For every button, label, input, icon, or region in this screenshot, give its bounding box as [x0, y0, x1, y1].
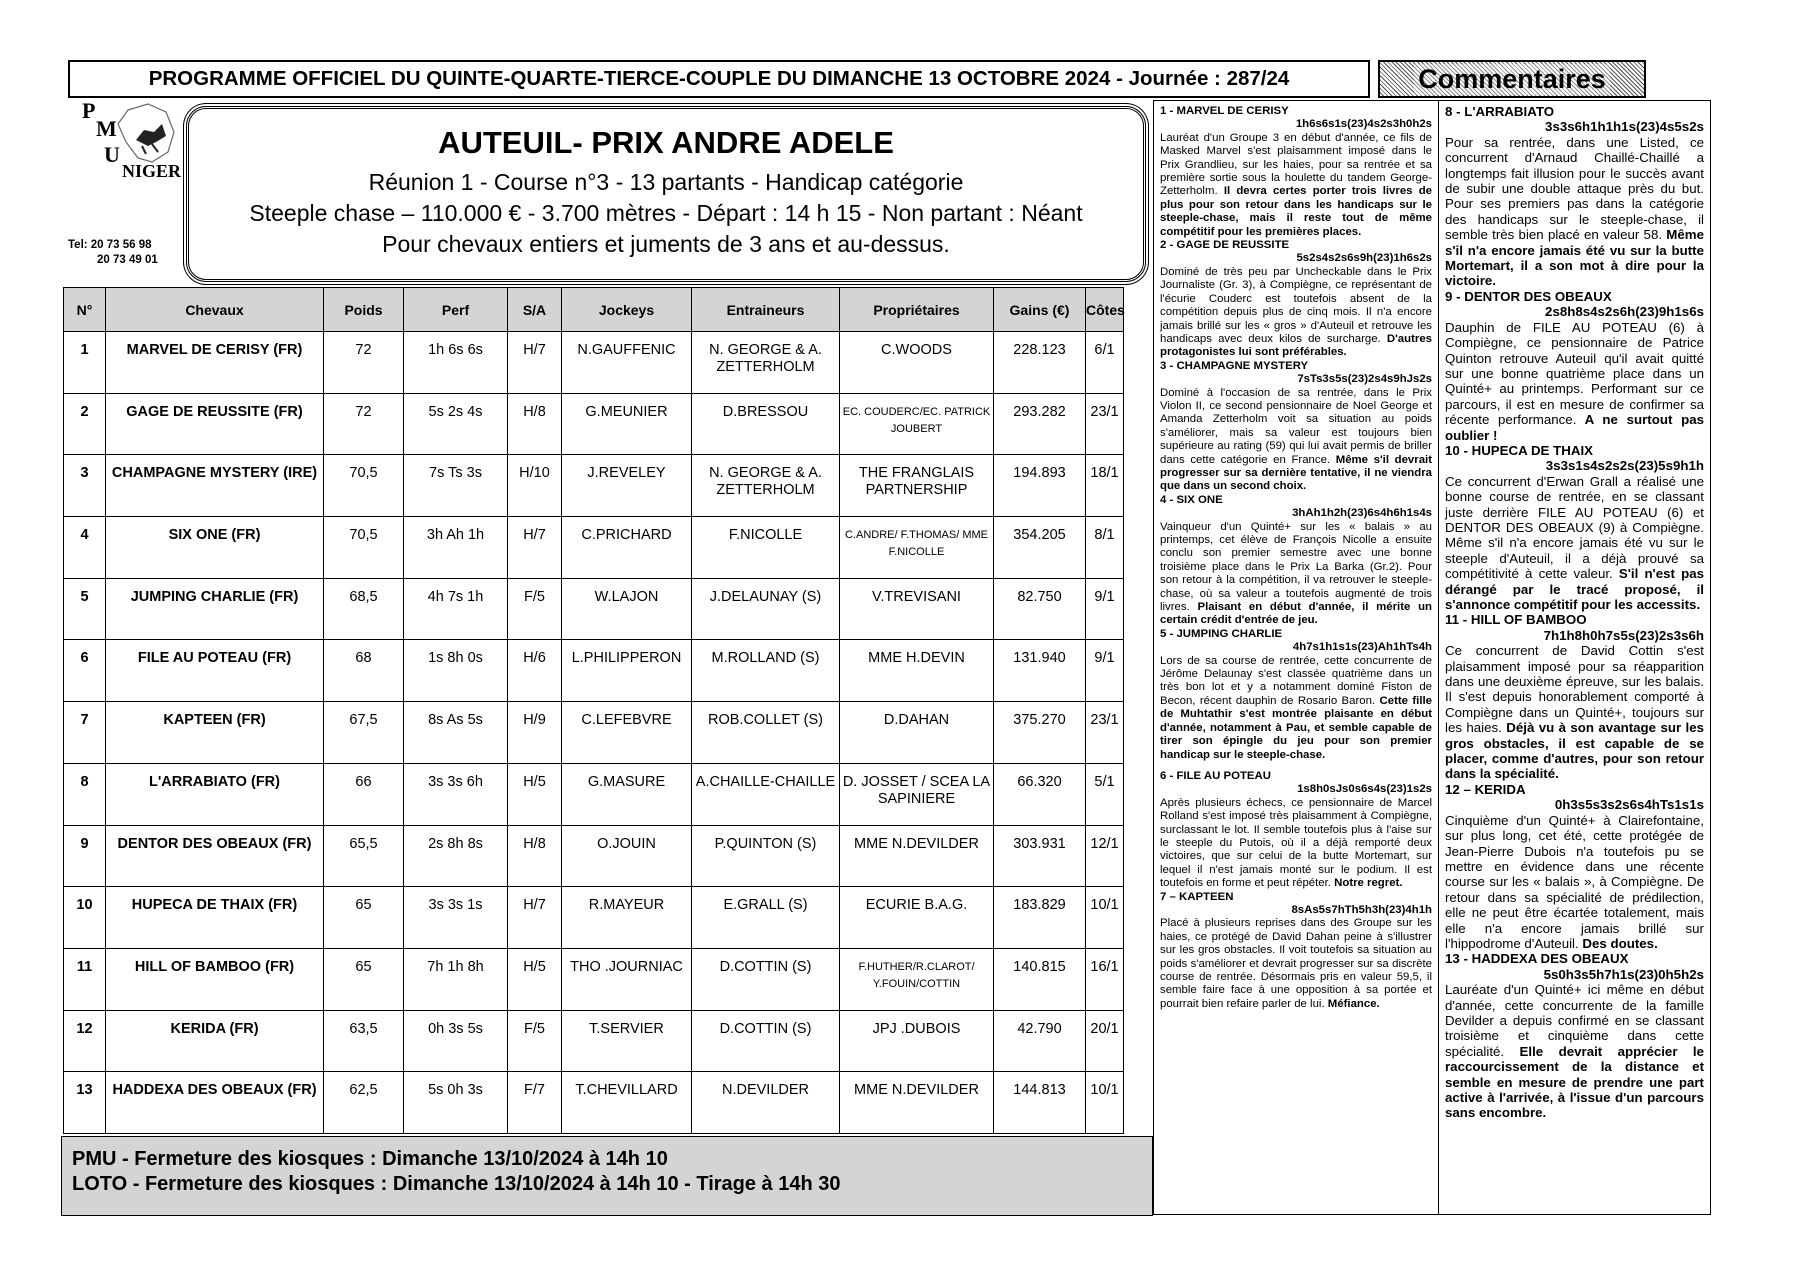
table-body	[64, 332, 1124, 1134]
table-cell: 10/1	[1086, 887, 1124, 949]
table-cell: 66.320	[994, 763, 1086, 825]
table-cell: J.DELAUNAY (S)	[692, 578, 840, 640]
table-cell: 8s As 5s	[404, 702, 508, 764]
comment-perf: 3s3s6h1h1h1s(23)4s5s2s	[1545, 119, 1704, 135]
comment-text	[1160, 655, 1432, 762]
comment-body: Dauphin de FILE AU POTEAU (6) à Compiègne, ce pensionnaire de Patrice Quinton retrouve Auteuil qu'il avait quitté sur une bonne quatrième place dans un Quinté+ au printemps. Performant sur ce parcours, il est en mesure de confirmer sa récente performance.	[1445, 319, 1704, 428]
comment-entry	[1160, 360, 1432, 494]
comment-perf: 4h7s1h1s1s(23)Ah1hTs4h	[1292, 641, 1432, 654]
table-cell: C.LEFEBVRE	[562, 702, 692, 764]
table-row	[64, 332, 1124, 394]
comment-verdict: Même s'il n'a encore jamais été vu sur la butte Mortemart, il a son mot à dire pour la victoire.	[1445, 227, 1704, 289]
comment-body: Lors de sa course de rentrée, cette concurrente de Jérôme Delaunay s'est classée quatrième dans un très bon lot et y a notamment dominé Fiston de Becon, récent dauphin de Rosario Baron.	[1160, 654, 1432, 707]
table-cell: EC. COUDERC/EC. PATRICK JOUBERT	[840, 393, 994, 455]
table-cell: MARVEL DE CERISY (FR)	[106, 332, 324, 394]
table-cell: 1	[64, 332, 106, 394]
column-header: Côtes	[1086, 288, 1124, 332]
table-cell: MME N.DEVILDER	[840, 825, 994, 887]
comment-perf: 2s8h8s4s2s6h(23)9h1s6s	[1545, 304, 1704, 320]
table-cell: 4h 7s 1h	[404, 578, 508, 640]
table-cell: 1s 8h 0s	[404, 640, 508, 702]
comment-title: 7 – KAPTEEN	[1160, 890, 1234, 903]
table-cell: P.QUINTON (S)	[692, 825, 840, 887]
table-row	[64, 948, 1124, 1010]
comment-title: 10 - HUPECA DE THAIX	[1445, 442, 1594, 458]
table-cell: KAPTEEN (FR)	[106, 702, 324, 764]
comments-header	[1378, 60, 1646, 98]
table-cell: D.COTTIN (S)	[692, 1010, 840, 1072]
table-cell: E.GRALL (S)	[692, 887, 840, 949]
table-cell: D. JOSSET / SCEA LA SAPINIERE	[840, 763, 994, 825]
comment-verdict: Notre regret.	[1330, 877, 1403, 890]
comment-perf: 8sAs5s7hTh5h3h(23)4h1h	[1291, 903, 1432, 916]
comment-body: Pour sa rentrée, dans une Listed, ce concurrent d'Arnaud Chaillé-Chaillé a longtemps fait illusion pour le succès avant de subir une double attaque près du but. Pour ses premiers pas dans la catégorie des handicaps sur le steeple-chase, il semble très bien placé en valeur 58.	[1445, 134, 1704, 243]
comment-title: 5 - JUMPING CHARLIE	[1160, 627, 1283, 640]
table-row	[64, 702, 1124, 764]
table-cell: H/10	[508, 455, 562, 517]
logo-niger: NIGER	[122, 161, 182, 181]
comment-title: 12 – KERIDA	[1445, 781, 1526, 797]
table-cell: 65	[324, 948, 404, 1010]
table-cell: 2	[64, 393, 106, 455]
table-cell: ECURIE B.A.G.	[840, 887, 994, 949]
table-cell: 6/1	[1086, 332, 1124, 394]
comment-text	[1445, 813, 1704, 952]
table-cell: 7h 1h 8h	[404, 948, 508, 1010]
table-cell: JPJ .DUBOIS	[840, 1010, 994, 1072]
logo-letter-p: P	[82, 98, 96, 123]
table-cell: W.LAJON	[562, 578, 692, 640]
table-cell: 12	[64, 1010, 106, 1072]
comment-body: Ce concurrent de David Cottin s'est plaisamment imposé pour sa réapparition dans une deuxième épreuve, sur les balais. Il s'est depuis honorablement comporté à Compiègne dans un Quinté+, toujours sur les haies.	[1445, 643, 1704, 736]
table-row	[64, 393, 1124, 455]
column-header: Propriétaires	[840, 288, 994, 332]
table-cell: 68	[324, 640, 404, 702]
comment-text	[1160, 132, 1432, 239]
table-cell: 23/1	[1086, 702, 1124, 764]
race-line-2: Steeple chase – 110.000 € - 3.700 mètres - Départ : 14 h 15 - Non partant : Néant	[249, 200, 1083, 226]
comment-perf: 3s3s1s4s2s2s(23)5s9h1h	[1545, 458, 1704, 474]
table-cell: 4	[64, 517, 106, 579]
table-cell: JUMPING CHARLIE (FR)	[106, 578, 324, 640]
table-cell: H/7	[508, 517, 562, 579]
table-cell: V.TREVISANI	[840, 578, 994, 640]
table-cell: KERIDA (FR)	[106, 1010, 324, 1072]
table-cell: 18/1	[1086, 455, 1124, 517]
table-cell: 20/1	[1086, 1010, 1124, 1072]
table-row	[64, 825, 1124, 887]
comment-body: Dominé de très peu par Uncheckable dans le Prix Journaliste (Gr. 3), à Compiègne, ce représentant de l'écurie Couderc est toutefois absent de la compétition depuis plus de cinq mois. Il n'a encore jamais brillé sur les « gros » d'Auteuil et retrouve les handicaps avec deux kilos de surcharge.	[1160, 265, 1432, 345]
column-header: S/A	[508, 288, 562, 332]
comment-text	[1160, 266, 1432, 360]
table-cell: M.ROLLAND (S)	[692, 640, 840, 702]
pmu-niger-logo	[68, 98, 182, 266]
comment-text	[1445, 474, 1704, 613]
table-cell: N.DEVILDER	[692, 1072, 840, 1134]
table-row	[64, 1010, 1124, 1072]
comment-entry	[1160, 770, 1432, 891]
table-cell: 70,5	[324, 455, 404, 517]
race-info-box	[186, 106, 1146, 282]
comment-title: 3 - CHAMPAGNE MYSTERY	[1160, 359, 1309, 372]
table-cell: 13	[64, 1072, 106, 1134]
comment-perf: 1h6s6s1s(23)4s2s3h0h2s	[1295, 118, 1432, 131]
table-cell: G.MASURE	[562, 763, 692, 825]
table-cell: 9/1	[1086, 640, 1124, 702]
comment-entry	[1160, 239, 1432, 360]
table-cell: 9/1	[1086, 578, 1124, 640]
table-cell: 10/1	[1086, 1072, 1124, 1134]
table-cell: 144.813	[994, 1072, 1086, 1134]
comment-verdict: S'il n'est pas dérangé par le tracé proposé, il s'annonce compétitif pour les accessits.	[1445, 566, 1704, 612]
comment-entry	[1445, 782, 1704, 951]
table-row	[64, 640, 1124, 702]
table-row	[64, 1072, 1124, 1134]
comment-text	[1160, 387, 1432, 494]
table-cell: 194.893	[994, 455, 1086, 517]
table-cell: R.MAYEUR	[562, 887, 692, 949]
tel-line-2: 20 73 49 01	[97, 254, 158, 266]
table-cell: 3	[64, 455, 106, 517]
table-cell: L.PHILIPPERON	[562, 640, 692, 702]
table-cell: O.JOUIN	[562, 825, 692, 887]
comment-entry	[1445, 289, 1704, 443]
comment-verdict: Elle devrait apprécier le raccourcissement de la distance et semble en mesure de prendre une part active à l'arrivée, à l'issue d'un parcours sans encombre.	[1445, 1043, 1704, 1121]
table-cell: FILE AU POTEAU (FR)	[106, 640, 324, 702]
table-row	[64, 763, 1124, 825]
table-cell: 11	[64, 948, 106, 1010]
table-cell: T.CHEVILLARD	[562, 1072, 692, 1134]
table-cell: 63,5	[324, 1010, 404, 1072]
table-cell: 303.931	[994, 825, 1086, 887]
comment-title: 8 - L'ARRABIATO	[1445, 104, 1555, 119]
table-cell: THE FRANGLAIS PARTNERSHIP	[840, 455, 994, 517]
comment-text	[1445, 135, 1704, 289]
page-title-text: PROGRAMME OFFICIEL DU QUINTE-QUARTE-TIERCE-COUPLE DU DIMANCHE 13 OCTOBRE 2024 - Journée : 287/24	[148, 67, 1290, 90]
table-cell: 5	[64, 578, 106, 640]
comment-body: Vainqueur d'un Quinté+ sur les « balais » au printemps, cet élève de François Nicolle a ensuite conclu son premier semestre avec une bonne troisième place dans le Prix La Barka (Gr.2). Pour son retour à la compétition, il va retrouver le steeple-chase, où sa valeur a toutefois augmenté de trois livres.	[1160, 520, 1432, 614]
comment-verdict: Déjà vu à son avantage sur les gros obstacles, il est capable de se placer, comme d'autres, pour son retour dans la spécialité.	[1445, 720, 1704, 782]
comment-entry	[1160, 494, 1432, 628]
table-cell: H/7	[508, 332, 562, 394]
table-cell: DENTOR DES OBEAUX (FR)	[106, 825, 324, 887]
table-cell: L'ARRABIATO (FR)	[106, 763, 324, 825]
table-cell: F/5	[508, 1010, 562, 1072]
comment-entry	[1445, 104, 1704, 289]
comment-body: Placé à plusieurs reprises dans des Groupe sur les haies, ce protégé de David Dahan peine à s'illustrer sur les gros obstacles. Il voit toutefois sa situation au poids s'améliorer et devrait progresser sur sa discrète course de rentrée. Désormais pris en valeur 59,5, il semble faire face à une opposition à sa portée et pourrait bien refaire parler de lui.	[1160, 917, 1432, 1010]
column-header: Poids	[324, 288, 404, 332]
table-cell: D.BRESSOU	[692, 393, 840, 455]
comment-perf: 5s0h3s5h7h1s(23)0h5h2s	[1543, 966, 1704, 982]
comment-perf: 1s8h0sJs0s6s4s(23)1s2s	[1297, 783, 1432, 796]
column-header: Entraineurs	[692, 288, 840, 332]
table-cell: 82.750	[994, 578, 1086, 640]
table-cell: H/7	[508, 887, 562, 949]
table-cell: F/7	[508, 1072, 562, 1134]
comments-header-text: Commentaires	[1414, 64, 1610, 95]
race-line-1: Réunion 1 - Course n°3 - 13 partants - Handicap catégorie	[368, 169, 964, 195]
table-cell: 5s 0h 3s	[404, 1072, 508, 1134]
comment-body: Cinquième d'un Quinté+ à Clairefontaine, sur plus long, cet été, cette protégée de Jean-Pierre Dubois n'a toutefois pu se mettre en évidence dans une récente course sur les « balais », à Compiègne. De retour dans sa spécialité de prédilection, elle ne peut être écartée totalement, mais elle n'a encore jamais brillé sur l'hippodrome d'Auteuil.	[1445, 812, 1704, 951]
comment-title: 9 - DENTOR DES OBEAUX	[1445, 288, 1612, 304]
table-cell: 70,5	[324, 517, 404, 579]
comment-title: 1 - MARVEL DE CERISY	[1160, 105, 1289, 117]
tel-line-1: Tel: 20 73 56 98	[68, 239, 152, 251]
table-cell: 16/1	[1086, 948, 1124, 1010]
table-cell: H/8	[508, 393, 562, 455]
table-cell: H/5	[508, 948, 562, 1010]
comment-verdict: Cette fille de Muhtathir s'est montrée plaisante en début d'année, notamment à Pau, et semble capable de tirer son épingle du jeu pour son premier handicap sur le steeple-chase.	[1160, 694, 1432, 761]
comment-verdict: D'autres protagonistes lui sont préférables.	[1160, 332, 1432, 359]
table-cell: 7s Ts 3s	[404, 455, 508, 517]
table-cell: 6	[64, 640, 106, 702]
comment-title: 4 - SIX ONE	[1160, 493, 1223, 506]
table-cell: A.CHAILLE-CHAILLE	[692, 763, 840, 825]
comment-perf: 5s2s4s2s6s9h(23)1h6s2s	[1296, 252, 1432, 265]
table-cell: F.HUTHER/R.CLAROT/ Y.FOUIN/COTTIN	[840, 948, 994, 1010]
table-cell: 3s 3s 1s	[404, 887, 508, 949]
comment-perf: 7h1h8h0h7s5s(23)2s3s6h	[1543, 627, 1704, 643]
table-cell: MME H.DEVIN	[840, 640, 994, 702]
comment-body: Après plusieurs échecs, ce pensionnaire de Marcel Rolland s'est imposé très plaisamment à Compiègne, surclassant le lot. Il semble toutefois plus à l'aise sur le steeple du Putois, où il a déjà remporté deux victoires, que sur celui de la butte Mortemart, sur lequel il n'est jamais monté sur le podium. Il est toutefois en forme et peut répéter.	[1160, 796, 1432, 890]
table-cell: 72	[324, 332, 404, 394]
comment-body: Lauréate d'un Quinté+ ici même en début d'année, cette concurrente de la famille Devilder a depuis confirmé en se classant troisième et cinquième dans cette spécialité.	[1445, 982, 1704, 1059]
table-cell: 8/1	[1086, 517, 1124, 579]
table-cell: D.COTTIN (S)	[692, 948, 840, 1010]
table-cell: F.NICOLLE	[692, 517, 840, 579]
table-cell: 140.815	[994, 948, 1086, 1010]
table-cell: H/5	[508, 763, 562, 825]
comment-text	[1445, 320, 1704, 443]
comment-text	[1160, 917, 1432, 1011]
telephone	[68, 238, 158, 268]
comment-body: Ce concurrent d'Erwan Grall a réalisé une bonne course de rentrée, en se classant juste derrière FILE AU POTEAU (6) et DENTOR DES OBEAUX (9) à Compiègne. Même s'il n'a encore jamais été vu sur le steeple d'Auteuil, il a déjà prouvé sa compétitivité à cette valeur.	[1445, 473, 1704, 582]
footer-pmu: PMU - Fermeture des kiosques : Dimanche 13/10/2024 à 14h 10	[72, 1148, 668, 1170]
column-header: Gains (€)	[994, 288, 1086, 332]
comments-column-2	[1438, 100, 1711, 1215]
table-cell: GAGE DE REUSSITE (FR)	[106, 393, 324, 455]
footer-box	[61, 1136, 1153, 1216]
table-cell: N. GEORGE & A. ZETTERHOLM	[692, 332, 840, 394]
column-header: Chevaux	[106, 288, 324, 332]
table-cell: 9	[64, 825, 106, 887]
table-cell: 62,5	[324, 1072, 404, 1134]
table-cell: ROB.COLLET (S)	[692, 702, 840, 764]
comment-entry	[1160, 891, 1432, 1012]
comment-verdict: Il devra certes porter trois livres de plus pour son retour dans les handicaps sur le steeple-chase, mais il reste tout de même compétitif pour les premières places.	[1160, 185, 1432, 238]
runners-table	[63, 287, 1124, 1134]
comment-text	[1445, 643, 1704, 782]
table-cell: THO .JOURNIAC	[562, 948, 692, 1010]
table-cell: 0h 3s 5s	[404, 1010, 508, 1072]
table-cell: 10	[64, 887, 106, 949]
table-cell: 65,5	[324, 825, 404, 887]
comment-entry	[1445, 443, 1704, 612]
table-cell: H/9	[508, 702, 562, 764]
table-cell: 66	[324, 763, 404, 825]
table-cell: 293.282	[994, 393, 1086, 455]
table-cell: 12/1	[1086, 825, 1124, 887]
table-cell: 1h 6s 6s	[404, 332, 508, 394]
logo-letter-m: M	[96, 116, 117, 141]
table-cell: 5/1	[1086, 763, 1124, 825]
table-row	[64, 517, 1124, 579]
table-cell: J.REVELEY	[562, 455, 692, 517]
column-header: N°	[64, 288, 106, 332]
table-cell: 131.940	[994, 640, 1086, 702]
table-cell: 67,5	[324, 702, 404, 764]
table-header-row	[64, 288, 1124, 332]
table-cell: H/8	[508, 825, 562, 887]
comment-verdict: Des doutes.	[1578, 935, 1658, 951]
table-cell: T.SERVIER	[562, 1010, 692, 1072]
comment-title: 6 - FILE AU POTEAU	[1160, 769, 1271, 782]
table-cell: C.PRICHARD	[562, 517, 692, 579]
table-cell: 354.205	[994, 517, 1086, 579]
comment-title: 13 - HADDEXA DES OBEAUX	[1445, 951, 1629, 967]
table-cell: C.ANDRE/ F.THOMAS/ MME F.NICOLLE	[840, 517, 994, 579]
table-cell: 23/1	[1086, 393, 1124, 455]
column-header: Perf	[404, 288, 508, 332]
table-cell: SIX ONE (FR)	[106, 517, 324, 579]
table-row	[64, 455, 1124, 517]
table-cell: 65	[324, 887, 404, 949]
table-cell: H/6	[508, 640, 562, 702]
table-cell: 5s 2s 4s	[404, 393, 508, 455]
table-cell: 228.123	[994, 332, 1086, 394]
comment-text	[1160, 797, 1432, 891]
comment-perf: 7sTs3s5s(23)2s4s9hJs2s	[1297, 373, 1432, 386]
table-cell: 72	[324, 393, 404, 455]
table-cell: 42.790	[994, 1010, 1086, 1072]
table-cell: 183.829	[994, 887, 1086, 949]
table-row	[64, 578, 1124, 640]
comment-verdict: Plaisant en début d'année, il mérite un certain crédit d'entrée de jeu.	[1160, 601, 1432, 627]
table-cell: 3s 3s 6h	[404, 763, 508, 825]
table-cell: 7	[64, 702, 106, 764]
table-cell: MME N.DEVILDER	[840, 1072, 994, 1134]
column-header: Jockeys	[562, 288, 692, 332]
table-cell: 2s 8h 8s	[404, 825, 508, 887]
comment-perf: 0h3s5s3s2s6s4hTs1s1s	[1554, 797, 1704, 813]
table-cell: G.MEUNIER	[562, 393, 692, 455]
comment-verdict: Méfiance.	[1324, 997, 1380, 1010]
race-line-3: Pour chevaux entiers et juments de 3 ans et au-dessus.	[382, 231, 950, 257]
comment-title: 2 - GAGE DE REUSSITE	[1160, 239, 1290, 252]
table-cell: 68,5	[324, 578, 404, 640]
table-row	[64, 887, 1124, 949]
race-title: AUTEUIL- PRIX ANDRE ADELE	[438, 125, 894, 160]
table-cell: 8	[64, 763, 106, 825]
table-cell: HADDEXA DES OBEAUX (FR)	[106, 1072, 324, 1134]
table-cell: C.WOODS	[840, 332, 994, 394]
table-cell: N.GAUFFENIC	[562, 332, 692, 394]
comment-text	[1160, 521, 1432, 628]
comment-body: Lauréat d'un Groupe 3 en début d'année, ce fils de Masked Marvel s'est plaisamment imposé dans le Prix Grandlieu, sur les haies, pour sa rentrée et sa première sortie sous la houlette du tandem George-Zetterholm.	[1160, 131, 1432, 198]
comment-body: Dominé à l'occasion de sa rentrée, dans le Prix Violon II, ce second pensionnaire de Noel George et Amanda Zetterholm voit sa situation au poids s'améliorer, mais sa valeur est toujours bien supérieure au rating (59) qui lui avait permis de briller dans cette catégorie en France.	[1160, 386, 1432, 466]
comment-text	[1445, 982, 1704, 1121]
table-cell: CHAMPAGNE MYSTERY (IRE)	[106, 455, 324, 517]
comments-column-1	[1153, 100, 1439, 1215]
logo-letter-u: U	[104, 142, 120, 167]
table-cell: 375.270	[994, 702, 1086, 764]
table-cell: F/5	[508, 578, 562, 640]
comment-verdict: A ne surtout pas oublier !	[1445, 412, 1704, 443]
table-cell: N. GEORGE & A. ZETTERHOLM	[692, 455, 840, 517]
comment-title: 11 - HILL OF BAMBOO	[1445, 612, 1587, 628]
comment-perf: 3hAh1h2h(23)6s4h6h1s4s	[1292, 507, 1432, 520]
table-cell: HILL OF BAMBOO (FR)	[106, 948, 324, 1010]
comment-verdict: Même s'il devrait progresser sur sa dernière tentative, il ne viendra que dans un second choix.	[1160, 453, 1432, 493]
comment-entry	[1160, 628, 1432, 762]
table-cell: 3h Ah 1h	[404, 517, 508, 579]
page-title	[68, 60, 1370, 98]
comment-entry	[1160, 105, 1432, 239]
comment-entry	[1445, 612, 1704, 781]
footer-loto: LOTO - Fermeture des kiosques : Dimanche 13/10/2024 à 14h 10 - Tirage à 14h 30	[72, 1173, 841, 1195]
table-cell: D.DAHAN	[840, 702, 994, 764]
table-cell: HUPECA DE THAIX (FR)	[106, 887, 324, 949]
comment-entry	[1445, 951, 1704, 1120]
